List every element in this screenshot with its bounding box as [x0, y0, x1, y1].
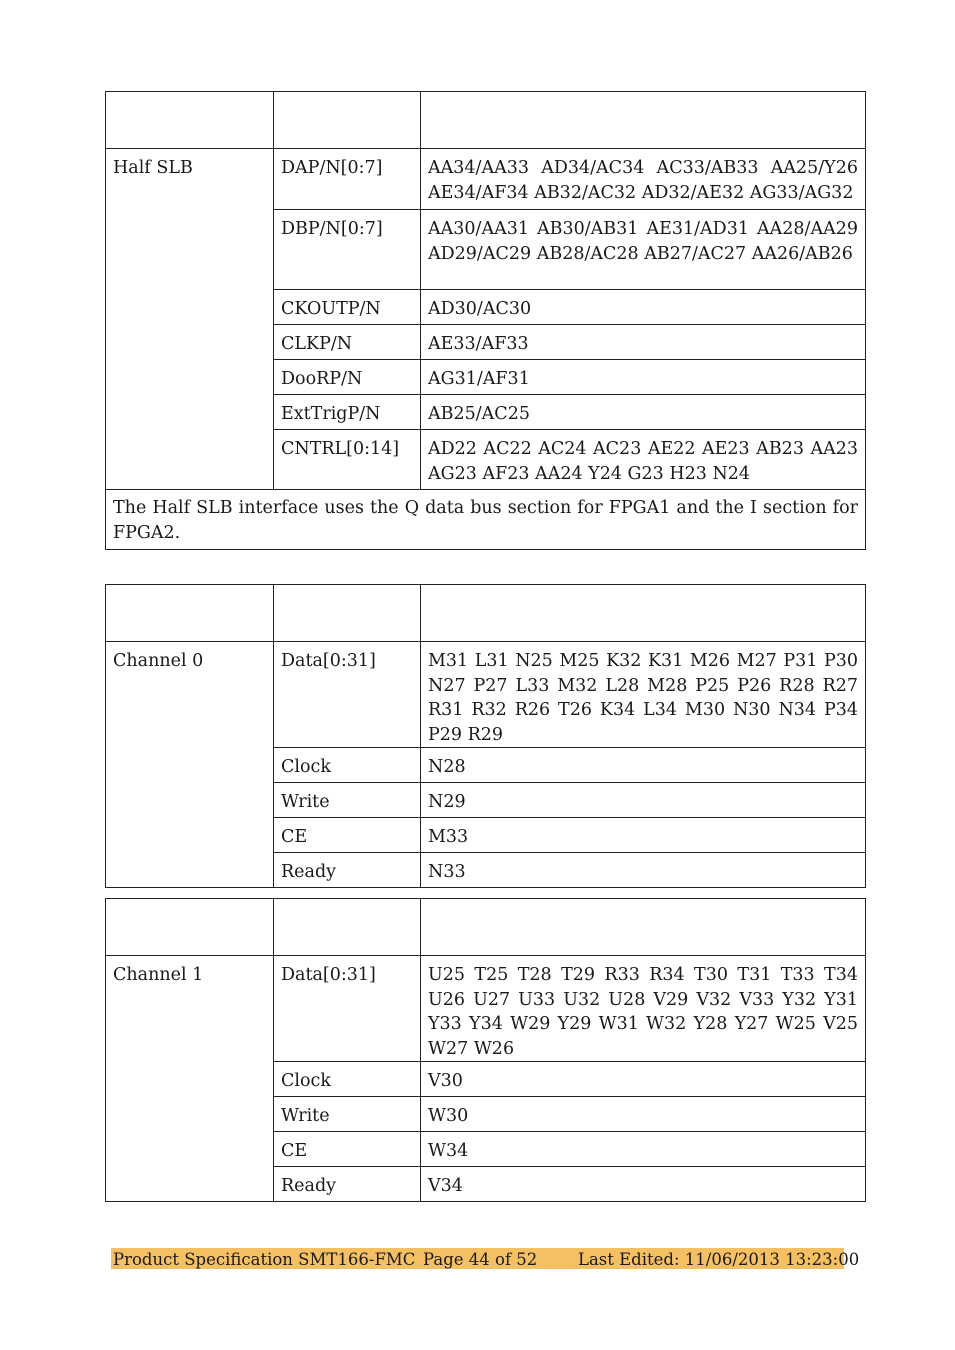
footer-document-title: Product Specification SMT166-FMC: [113, 1250, 416, 1269]
table-header-row: [106, 585, 866, 642]
table-row: [106, 642, 866, 748]
footer-page-number: Page 44 of 52: [423, 1250, 538, 1269]
table-row: [106, 149, 866, 210]
signal-cell: Ready: [274, 853, 421, 888]
pins-cell: AE33/AF33: [421, 325, 866, 360]
header-cell: [106, 92, 274, 149]
table-header-row: [106, 899, 866, 956]
signal-cell: ExtTrigP/N: [274, 395, 421, 430]
signal-cell: Write: [274, 783, 421, 818]
header-cell: [421, 585, 866, 642]
signal-cell: Data[0:31]: [274, 642, 421, 748]
pins-cell: AA34/AA33 AD34/AC34 AC33/AB33 AA25/Y26 AE34/AF34 AB32/AC32 AD32/AE32 AG33/AG32: [421, 149, 866, 210]
pins-cell: AG31/AF31: [421, 360, 866, 395]
table-header-row: [106, 92, 866, 149]
channel-0-pin-table: [105, 584, 866, 888]
pins-cell: AA30/AA31 AB30/AB31 AE31/AD31 AA28/AA29 AD29/AC29 AB28/AC28 AB27/AC27 AA26/AB26: [421, 210, 866, 290]
signal-cell: Clock: [274, 1062, 421, 1097]
header-cell: [274, 92, 421, 149]
pins-cell: V30: [421, 1062, 866, 1097]
signal-cell: CE: [274, 1132, 421, 1167]
pins-cell: W34: [421, 1132, 866, 1167]
pins-cell: M33: [421, 818, 866, 853]
pins-cell: AB25/AC25: [421, 395, 866, 430]
pins-cell: N28: [421, 748, 866, 783]
header-cell: [106, 899, 274, 956]
signal-cell: DooRP/N: [274, 360, 421, 395]
table-row: [106, 956, 866, 1062]
signal-cell: CNTRL[0:14]: [274, 430, 421, 490]
group-cell: Half SLB: [106, 149, 274, 490]
signal-cell: Ready: [274, 1167, 421, 1202]
header-cell: [421, 92, 866, 149]
pins-cell: N33: [421, 853, 866, 888]
header-cell: [106, 585, 274, 642]
table-note: The Half SLB interface uses the Q data bus section for FPGA1 and the I section for FPGA2.: [106, 490, 866, 550]
channel-1-pin-table: [105, 898, 866, 1202]
group-cell: Channel 1: [106, 956, 274, 1202]
signal-cell: CE: [274, 818, 421, 853]
header-cell: [274, 585, 421, 642]
page-footer: [111, 1248, 860, 1269]
signal-cell: DBP/N[0:7]: [274, 210, 421, 290]
half-slb-pin-table: [105, 91, 866, 550]
signal-cell: CKOUTP/N: [274, 290, 421, 325]
header-cell: [421, 899, 866, 956]
table-note-row: [106, 490, 866, 550]
pins-cell: U25 T25 T28 T29 R33 R34 T30 T31 T33 T34 U26 U27 U33 U32 U28 V29 V32 V33 Y32 Y31 Y33 Y34 W29 Y29 W31 W32 Y28 Y27 W25 V25 W27 W26: [421, 956, 866, 1062]
pins-cell: N29: [421, 783, 866, 818]
footer-last-edited: Last Edited: 11/06/2013 13:23:00: [578, 1250, 860, 1269]
pins-cell: M31 L31 N25 M25 K32 K31 M26 M27 P31 P30 N27 P27 L33 M32 L28 M28 P25 P26 R28 R27 R31 R32 R26 T26 K34 L34 M30 N30 N34 P34 P29 R29: [421, 642, 866, 748]
pins-cell: AD30/AC30: [421, 290, 866, 325]
signal-cell: DAP/N[0:7]: [274, 149, 421, 210]
group-cell: Channel 0: [106, 642, 274, 888]
pins-cell: AD22 AC22 AC24 AC23 AE22 AE23 AB23 AA23 AG23 AF23 AA24 Y24 G23 H23 N24: [421, 430, 866, 490]
header-cell: [274, 899, 421, 956]
pins-cell: W30: [421, 1097, 866, 1132]
signal-cell: CLKP/N: [274, 325, 421, 360]
pins-cell: V34: [421, 1167, 866, 1202]
signal-cell: Data[0:31]: [274, 956, 421, 1062]
signal-cell: Write: [274, 1097, 421, 1132]
signal-cell: Clock: [274, 748, 421, 783]
